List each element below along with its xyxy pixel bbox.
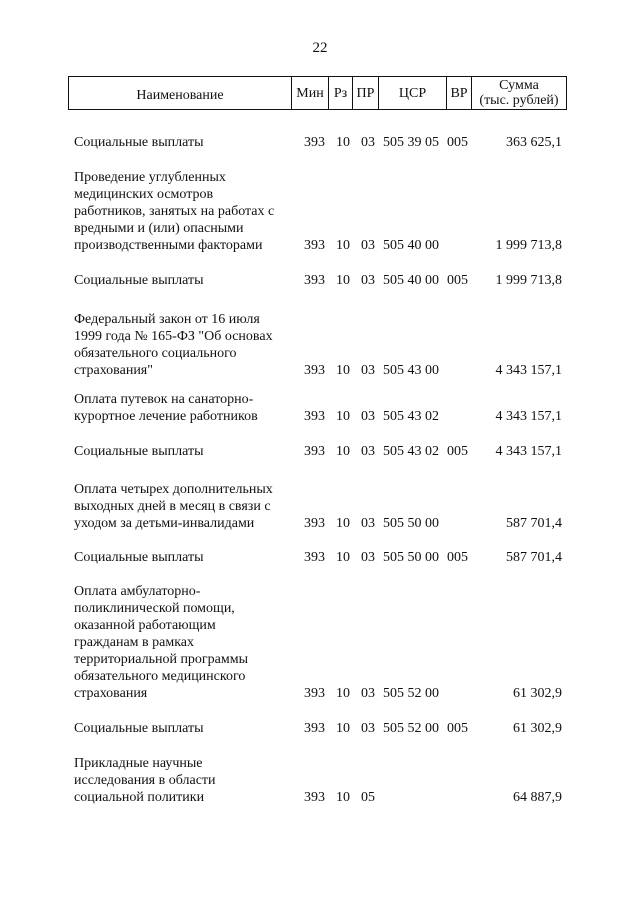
row-ministry: 393 (304, 135, 325, 150)
row-name-line: медицинских осмотров (74, 187, 214, 202)
row-section: 10 (336, 238, 350, 253)
header-ministry: Мин (291, 77, 328, 109)
row-section: 10 (336, 516, 350, 531)
row-target-article: 505 40 00 (383, 273, 439, 288)
row-subsection: 03 (361, 135, 375, 150)
row-ministry: 393 (304, 273, 325, 288)
row-section: 10 (336, 135, 350, 150)
row-ministry: 393 (304, 516, 325, 531)
row-target-article: 505 52 00 (383, 721, 439, 736)
row-target-article: 505 40 00 (383, 238, 439, 253)
header-subsection: ПР (352, 77, 378, 109)
row-name-line: оказанной работающим (74, 618, 216, 633)
row-name-line: 1999 года № 165-ФЗ "Об основах (74, 329, 273, 344)
row-section: 10 (336, 409, 350, 424)
row-name-line: Проведение углубленных (74, 170, 226, 185)
row-section: 10 (336, 686, 350, 701)
row-name-line: Федеральный закон от 16 июля (74, 312, 260, 327)
row-ministry: 393 (304, 363, 325, 378)
header-expense-type: ВР (446, 77, 471, 109)
row-ministry: 393 (304, 550, 325, 565)
row-name-line: Социальные выплаты (74, 721, 204, 736)
row-name-line: Оплата амбулаторно- (74, 584, 201, 599)
row-sum: 61 302,9 (513, 721, 562, 736)
row-subsection: 03 (361, 721, 375, 736)
row-target-article: 505 43 00 (383, 363, 439, 378)
row-subsection: 03 (361, 273, 375, 288)
row-section: 10 (336, 444, 350, 459)
row-sum: 64 887,9 (513, 790, 562, 805)
header-name: Наименование (136, 87, 224, 103)
row-name-line: работников, занятых на работах с (74, 204, 275, 219)
row-name-line: Социальные выплаты (74, 135, 204, 150)
row-subsection: 03 (361, 444, 375, 459)
row-target-article: 505 50 00 (383, 516, 439, 531)
row-ministry: 393 (304, 409, 325, 424)
row-name-line: исследования в области (74, 773, 216, 788)
row-ministry: 393 (304, 444, 325, 459)
row-name-line: социальной политики (74, 790, 205, 805)
page-number: 22 (312, 40, 328, 56)
header-sum-unit: (тыс. рублей) (479, 93, 559, 108)
header-target-article: ЦСР (378, 77, 446, 109)
row-subsection: 03 (361, 516, 375, 531)
row-name-line: обязательного медицинского (74, 669, 246, 684)
header-sum-title: Сумма (499, 78, 539, 93)
row-name-line: Оплата четырех дополнительных (74, 482, 273, 497)
row-target-article: 505 43 02 (383, 444, 439, 459)
row-name-line: Прикладные научные (74, 756, 203, 771)
row-name-line: Социальные выплаты (74, 273, 204, 288)
row-ministry: 393 (304, 686, 325, 701)
row-subsection: 03 (361, 409, 375, 424)
row-sum: 1 999 713,8 (495, 273, 562, 288)
row-expense-type: 005 (447, 550, 468, 565)
row-section: 10 (336, 273, 350, 288)
row-target-article: 505 39 05 (383, 135, 439, 150)
row-section: 10 (336, 721, 350, 736)
row-name-line: гражданам в рамках (74, 635, 195, 650)
row-target-article: 505 43 02 (383, 409, 439, 424)
row-ministry: 393 (304, 790, 325, 805)
row-name-line: производственными факторами (74, 238, 263, 253)
row-target-article: 505 52 00 (383, 686, 439, 701)
row-sum: 4 343 157,1 (495, 409, 562, 424)
row-target-article: 505 50 00 (383, 550, 439, 565)
row-sum: 4 343 157,1 (495, 444, 562, 459)
row-ministry: 393 (304, 721, 325, 736)
row-subsection: 03 (361, 363, 375, 378)
row-name-line: вредными и (или) опасными (74, 221, 244, 236)
header-section: Рз (328, 77, 352, 109)
row-section: 10 (336, 550, 350, 565)
row-name-line: Социальные выплаты (74, 550, 204, 565)
row-subsection: 03 (361, 686, 375, 701)
row-sum: 587 701,4 (506, 516, 562, 531)
row-expense-type: 005 (447, 721, 468, 736)
row-section: 10 (336, 363, 350, 378)
row-subsection: 05 (361, 790, 375, 805)
row-name-line: курортное лечение работников (74, 409, 258, 424)
row-name-line: Оплата путевок на санаторно- (74, 392, 254, 407)
row-name-line: Социальные выплаты (74, 444, 204, 459)
row-section: 10 (336, 790, 350, 805)
row-name-line: страхования" (74, 363, 153, 378)
row-name-line: поликлинической помощи, (74, 601, 235, 616)
row-expense-type: 005 (447, 135, 468, 150)
row-sum: 1 999 713,8 (495, 238, 562, 253)
row-expense-type: 005 (447, 444, 468, 459)
row-sum: 4 343 157,1 (495, 363, 562, 378)
row-sum: 61 302,9 (513, 686, 562, 701)
row-name-line: уходом за детьми-инвалидами (74, 516, 255, 531)
row-subsection: 03 (361, 550, 375, 565)
row-ministry: 393 (304, 238, 325, 253)
row-name (74, 755, 300, 806)
row-sum: 363 625,1 (506, 135, 562, 150)
row-name-line: территориальной программы (74, 652, 249, 667)
row-name-line: страхования (74, 686, 148, 701)
row-sum: 587 701,4 (506, 550, 562, 565)
row-name-line: выходных дней в месяц в связи с (74, 499, 271, 514)
row-subsection: 03 (361, 238, 375, 253)
row-name-line: обязательного социального (74, 346, 237, 361)
row-expense-type: 005 (447, 273, 468, 288)
